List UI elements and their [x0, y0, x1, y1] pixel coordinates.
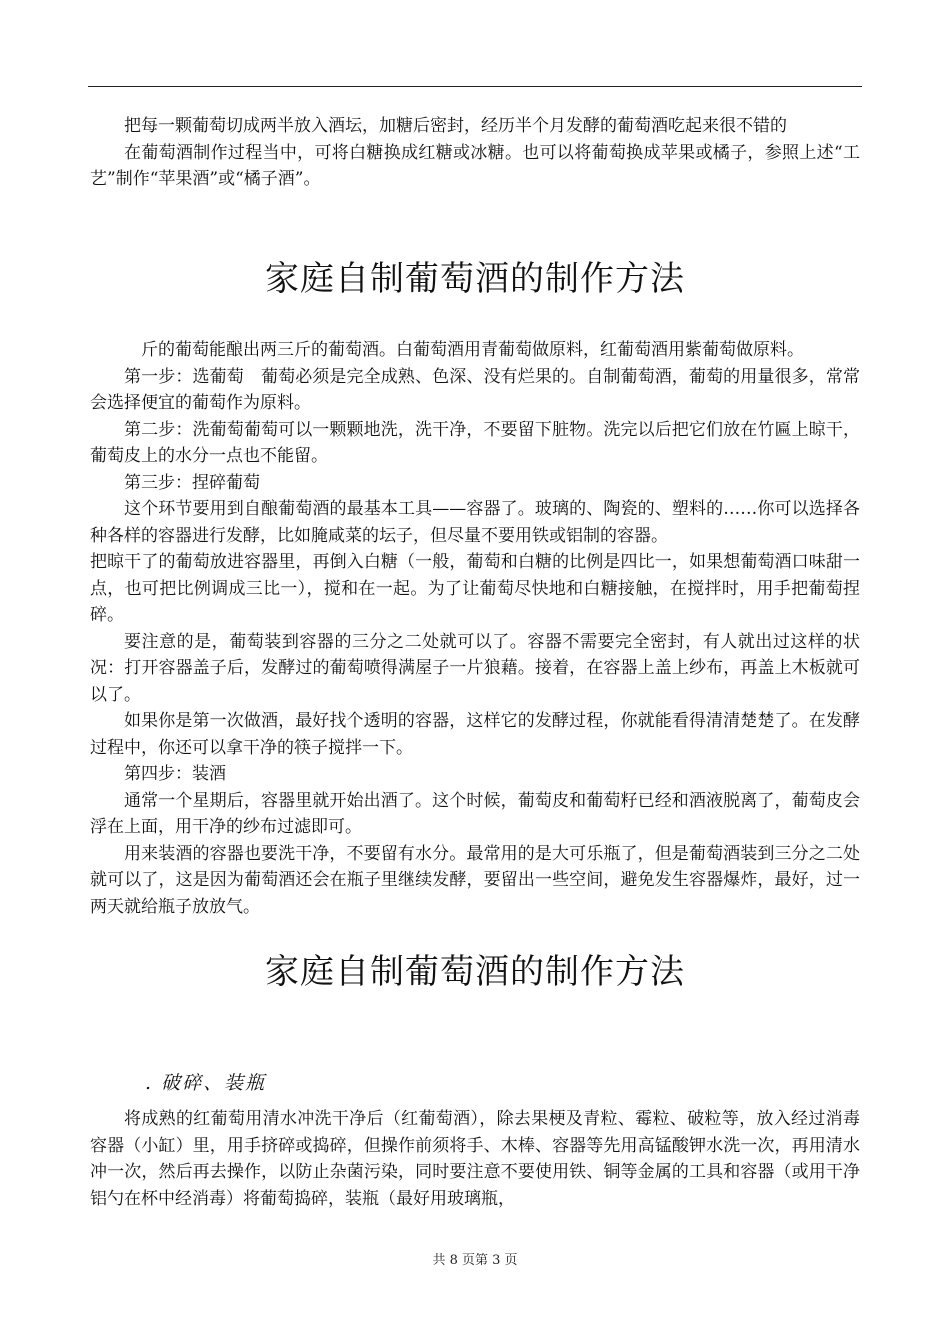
- paragraph: 如果你是第一次做酒，最好找个透明的容器，这样它的发酵过程，你就能看得清清楚楚了。在发酵过程中，你还可以拿干净的筷子搅拌一下。: [90, 711, 860, 758]
- paragraph: 把每一颗葡萄切成两半放入酒坛，加糖后密封，经历半个月发酵的葡萄酒吃起来很不错的: [124, 116, 787, 136]
- paragraph: 这个环节要用到自酿葡萄酒的最基本工具——容器了。玻璃的、陶瓷的、塑料的……你可以选择各种各样的容器进行发酵，比如腌咸菜的坛子，但尽量不要用铁或铝制的容器。: [90, 499, 860, 546]
- steps-section: [90, 337, 860, 920]
- header-rule: [88, 86, 862, 87]
- paragraph: 用来装酒的容器也要洗干净，不要留有水分。最常用的是大可乐瓶了，但是葡萄酒装到三分之二处就可以了，这是因为葡萄酒还会在瓶子里继续发酵，要留出一些空间，避免发生容器爆炸，最好，过一两天就给瓶子放放气。: [90, 843, 860, 917]
- section-title: 家庭自制葡萄酒的制作方法: [265, 952, 685, 992]
- intro-section: [90, 113, 860, 193]
- subheading: . 破碎、装瓶: [145, 1072, 267, 1094]
- crushing-section: [90, 1106, 860, 1212]
- page-footer: 共 8 页第 3 页: [432, 1253, 518, 1268]
- paragraph: 要注意的是，葡萄装到容器的三分之二处就可以了。容器不需要完全密封，有人就出过这样的状况：打开容器盖子后，发酵过的葡萄喷得满屋子一片狼藉。接着，在容器上盖上纱布，再盖上木板就可以了。: [90, 631, 860, 705]
- paragraph: 通常一个星期后，容器里就开始出酒了。这个时候，葡萄皮和葡萄籽已经和酒液脱离了，葡萄皮会浮在上面，用干净的纱布过滤即可。: [90, 790, 860, 837]
- paragraph: 将成熟的红葡萄用清水冲洗干净后（红葡萄酒），除去果梗及青粒、霉粒、破粒等，放入经过消毒容器（小缸）里，用手挤碎或捣碎，但操作前须将手、木棒、容器等先用高锰酸钾水洗一次，再用清水冲一次，然后再去操作，以防止杂菌污染，同时要注意不要使用铁、铜等金属的工具和容器（或用干净铝勺在杯中经消毒）将葡萄捣碎，装瓶（最好用玻璃瓶，: [90, 1109, 860, 1209]
- paragraph: 斤的葡萄能酿出两三斤的葡萄酒。白葡萄酒用青葡萄做原料，红葡萄酒用紫葡萄做原料。: [141, 340, 804, 360]
- step-heading: 第三步：捏碎葡萄: [124, 472, 260, 493]
- paragraph: 第一步：选葡萄 葡萄必须是完全成熟、色深、没有烂果的。自制葡萄酒，葡萄的用量很多，常常会选择便宜的葡萄作为原料。: [90, 366, 860, 413]
- paragraph: 把晾干了的葡萄放进容器里，再倒入白糖（一般，葡萄和白糖的比例是四比一，如果想葡萄酒口味甜一点，也可把比例调成三比一），搅和在一起。为了让葡萄尽快地和白糖接触，在搅拌时，用手把葡萄捏碎。: [90, 552, 860, 625]
- paragraph: 第二步：洗葡萄葡萄可以一颗颗地洗，洗干净，不要留下脏物。洗完以后把它们放在竹匾上晾干，葡萄皮上的水分一点也不能留。: [90, 419, 860, 466]
- paragraph: 在葡萄酒制作过程当中，可将白糖换成红糖或冰糖。也可以将葡萄换成苹果或橘子，参照上述“工艺”制作“苹果酒”或“橘子酒”。: [90, 142, 860, 189]
- step-heading: 第四步：装酒: [124, 764, 226, 784]
- section-title: 家庭自制葡萄酒的制作方法: [265, 259, 685, 299]
